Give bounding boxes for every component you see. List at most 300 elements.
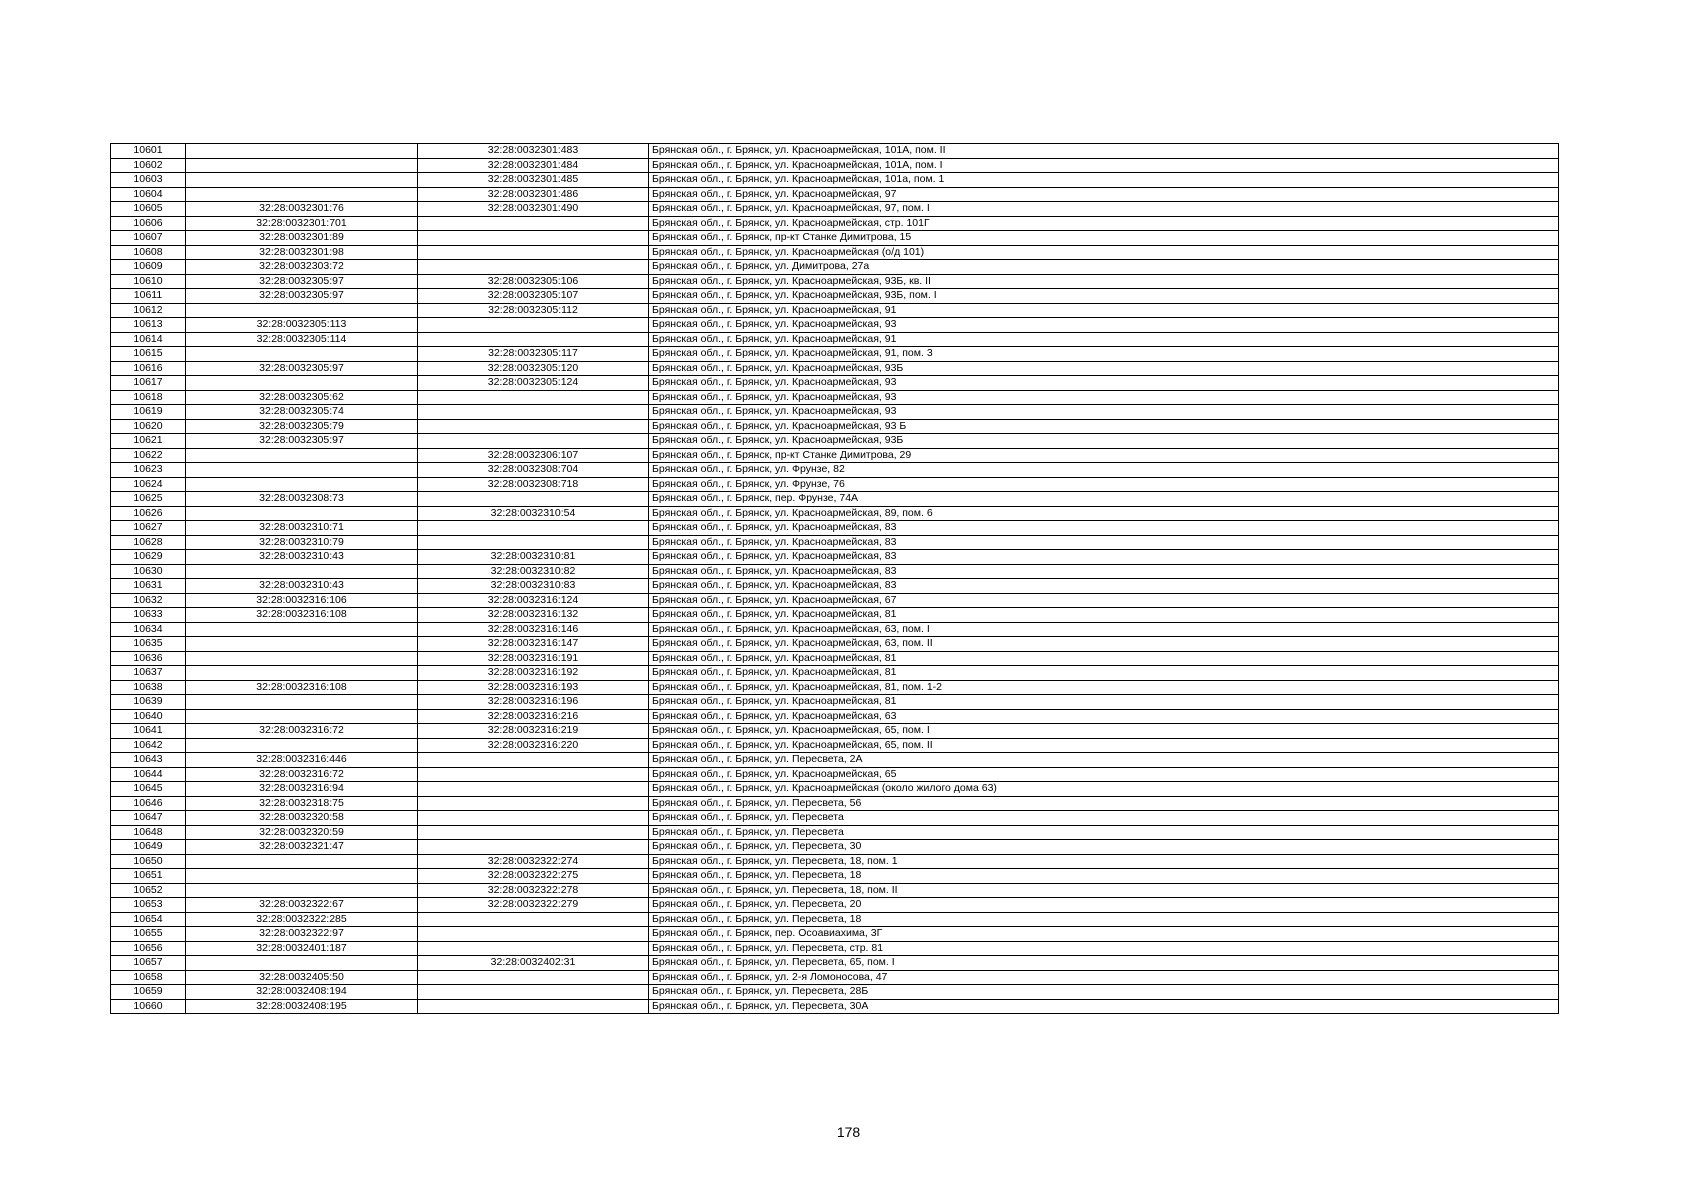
row-number-cell: 10655 bbox=[111, 927, 186, 942]
row-number-cell: 10619 bbox=[111, 405, 186, 420]
object-cadastral-number-cell: 32:28:0032310:54 bbox=[418, 506, 649, 521]
table-row bbox=[111, 477, 1559, 492]
address-cell: Брянская обл., г. Брянск, ул. Пересвета, 18, пом. 1 bbox=[649, 854, 1559, 869]
table-row bbox=[111, 347, 1559, 362]
table-row bbox=[111, 985, 1559, 1000]
address-cell: Брянская обл., г. Брянск, ул. Пересвета, 2А bbox=[649, 753, 1559, 768]
object-cadastral-number-cell: 32:28:0032301:484 bbox=[418, 158, 649, 173]
row-number-cell: 10643 bbox=[111, 753, 186, 768]
address-cell: Брянская обл., г. Брянск, ул. Пересвета bbox=[649, 811, 1559, 826]
address-cell: Брянская обл., г. Брянск, ул. Красноармейская, 81 bbox=[649, 651, 1559, 666]
table-row bbox=[111, 376, 1559, 391]
address-cell: Брянская обл., г. Брянск, ул. Красноармейская, 93Б, пом. I bbox=[649, 289, 1559, 304]
object-cadastral-number-cell: 32:28:0032301:490 bbox=[418, 202, 649, 217]
address-cell: Брянская обл., г. Брянск, ул. 2-я Ломоносова, 47 bbox=[649, 970, 1559, 985]
row-number-cell: 10642 bbox=[111, 738, 186, 753]
row-number-cell: 10601 bbox=[111, 144, 186, 159]
object-cadastral-number-cell bbox=[418, 912, 649, 927]
land-cadastral-number-cell bbox=[186, 463, 418, 478]
table-row bbox=[111, 898, 1559, 913]
row-number-cell: 10632 bbox=[111, 593, 186, 608]
land-cadastral-number-cell: 32:28:0032305:97 bbox=[186, 434, 418, 449]
row-number-cell: 10609 bbox=[111, 260, 186, 275]
table-row bbox=[111, 419, 1559, 434]
table-row bbox=[111, 405, 1559, 420]
object-cadastral-number-cell: 32:28:0032316:132 bbox=[418, 608, 649, 623]
row-number-cell: 10631 bbox=[111, 579, 186, 594]
address-cell: Брянская обл., г. Брянск, ул. Красноармейская, 91, пом. 3 bbox=[649, 347, 1559, 362]
address-cell: Брянская обл., г. Брянск, ул. Красноармейская (около жилого дома 63) bbox=[649, 782, 1559, 797]
land-cadastral-number-cell bbox=[186, 738, 418, 753]
table-row bbox=[111, 332, 1559, 347]
row-number-cell: 10624 bbox=[111, 477, 186, 492]
row-number-cell: 10604 bbox=[111, 187, 186, 202]
land-cadastral-number-cell: 32:28:0032405:50 bbox=[186, 970, 418, 985]
land-cadastral-number-cell: 32:28:0032310:79 bbox=[186, 535, 418, 550]
object-cadastral-number-cell bbox=[418, 999, 649, 1014]
address-cell: Брянская обл., г. Брянск, ул. Красноармейская, 83 bbox=[649, 550, 1559, 565]
object-cadastral-number-cell: 32:28:0032322:275 bbox=[418, 869, 649, 884]
table-row bbox=[111, 680, 1559, 695]
land-cadastral-number-cell bbox=[186, 173, 418, 188]
address-cell: Брянская обл., г. Брянск, ул. Красноармейская, 81, пом. 1-2 bbox=[649, 680, 1559, 695]
page-number: 178 bbox=[836, 1124, 861, 1140]
land-cadastral-number-cell: 32:28:0032316:108 bbox=[186, 680, 418, 695]
land-cadastral-number-cell bbox=[186, 376, 418, 391]
land-cadastral-number-cell: 32:28:0032305:97 bbox=[186, 274, 418, 289]
address-cell: Брянская обл., г. Брянск, ул. Красноармейская, 93 bbox=[649, 318, 1559, 333]
address-cell: Брянская обл., г. Брянск, ул. Пересвета, 18 bbox=[649, 912, 1559, 927]
object-cadastral-number-cell: 32:28:0032308:704 bbox=[418, 463, 649, 478]
table-row bbox=[111, 492, 1559, 507]
address-cell: Брянская обл., г. Брянск, ул. Пересвета, стр. 81 bbox=[649, 941, 1559, 956]
table-row bbox=[111, 869, 1559, 884]
table-row bbox=[111, 941, 1559, 956]
row-number-cell: 10617 bbox=[111, 376, 186, 391]
address-cell: Брянская обл., г. Брянск, ул. Пересвета, 30А bbox=[649, 999, 1559, 1014]
address-cell: Брянская обл., г. Брянск, ул. Пересвета bbox=[649, 825, 1559, 840]
row-number-cell: 10658 bbox=[111, 970, 186, 985]
table-row bbox=[111, 796, 1559, 811]
object-cadastral-number-cell: 32:28:0032301:483 bbox=[418, 144, 649, 159]
object-cadastral-number-cell: 32:28:0032322:274 bbox=[418, 854, 649, 869]
address-cell: Брянская обл., г. Брянск, ул. Красноармейская, 81 bbox=[649, 608, 1559, 623]
registry-table bbox=[110, 143, 1559, 1014]
land-cadastral-number-cell bbox=[186, 448, 418, 463]
row-number-cell: 10646 bbox=[111, 796, 186, 811]
row-number-cell: 10630 bbox=[111, 564, 186, 579]
land-cadastral-number-cell bbox=[186, 564, 418, 579]
table-row bbox=[111, 637, 1559, 652]
row-number-cell: 10620 bbox=[111, 419, 186, 434]
object-cadastral-number-cell bbox=[418, 782, 649, 797]
address-cell: Брянская обл., г. Брянск, ул. Красноармейская, 93 bbox=[649, 405, 1559, 420]
row-number-cell: 10622 bbox=[111, 448, 186, 463]
table-row bbox=[111, 434, 1559, 449]
object-cadastral-number-cell: 32:28:0032306:107 bbox=[418, 448, 649, 463]
row-number-cell: 10612 bbox=[111, 303, 186, 318]
table-row bbox=[111, 231, 1559, 246]
address-cell: Брянская обл., г. Брянск, ул. Красноармейская, 81 bbox=[649, 695, 1559, 710]
table-row bbox=[111, 550, 1559, 565]
table-row bbox=[111, 622, 1559, 637]
address-cell: Брянская обл., г. Брянск, ул. Красноармейская, 63 bbox=[649, 709, 1559, 724]
table-row bbox=[111, 158, 1559, 173]
object-cadastral-number-cell: 32:28:0032301:486 bbox=[418, 187, 649, 202]
address-cell: Брянская обл., г. Брянск, ул. Красноармейская, 83 bbox=[649, 564, 1559, 579]
address-cell: Брянская обл., г. Брянск, пр-кт Станке Димитрова, 15 bbox=[649, 231, 1559, 246]
address-cell: Брянская обл., г. Брянск, ул. Пересвета, 30 bbox=[649, 840, 1559, 855]
address-cell: Брянская обл., г. Брянск, ул. Красноармейская, стр. 101Г bbox=[649, 216, 1559, 231]
land-cadastral-number-cell bbox=[186, 506, 418, 521]
table-row bbox=[111, 811, 1559, 826]
table-row bbox=[111, 738, 1559, 753]
object-cadastral-number-cell: 32:28:0032305:120 bbox=[418, 361, 649, 376]
address-cell: Брянская обл., г. Брянск, ул. Красноармейская, 83 bbox=[649, 579, 1559, 594]
object-cadastral-number-cell: 32:28:0032402:31 bbox=[418, 956, 649, 971]
table-row bbox=[111, 840, 1559, 855]
row-number-cell: 10649 bbox=[111, 840, 186, 855]
land-cadastral-number-cell: 32:28:0032301:89 bbox=[186, 231, 418, 246]
table-row bbox=[111, 782, 1559, 797]
table-row bbox=[111, 999, 1559, 1014]
table-row bbox=[111, 187, 1559, 202]
object-cadastral-number-cell bbox=[418, 332, 649, 347]
land-cadastral-number-cell: 32:28:0032310:43 bbox=[186, 579, 418, 594]
table-row bbox=[111, 564, 1559, 579]
address-cell: Брянская обл., г. Брянск, ул. Пересвета, 56 bbox=[649, 796, 1559, 811]
row-number-cell: 10618 bbox=[111, 390, 186, 405]
land-cadastral-number-cell: 32:28:0032408:195 bbox=[186, 999, 418, 1014]
object-cadastral-number-cell: 32:28:0032322:278 bbox=[418, 883, 649, 898]
table-row bbox=[111, 463, 1559, 478]
object-cadastral-number-cell: 32:28:0032305:106 bbox=[418, 274, 649, 289]
land-cadastral-number-cell bbox=[186, 854, 418, 869]
land-cadastral-number-cell: 32:28:0032305:97 bbox=[186, 361, 418, 376]
row-number-cell: 10652 bbox=[111, 883, 186, 898]
table-row bbox=[111, 854, 1559, 869]
land-cadastral-number-cell: 32:28:0032305:97 bbox=[186, 289, 418, 304]
object-cadastral-number-cell: 32:28:0032308:718 bbox=[418, 477, 649, 492]
address-cell: Брянская обл., г. Брянск, пр-кт Станке Димитрова, 29 bbox=[649, 448, 1559, 463]
object-cadastral-number-cell: 32:28:0032316:124 bbox=[418, 593, 649, 608]
address-cell: Брянская обл., г. Брянск, ул. Красноармейская, 65 bbox=[649, 767, 1559, 782]
land-cadastral-number-cell: 32:28:0032321:47 bbox=[186, 840, 418, 855]
object-cadastral-number-cell bbox=[418, 811, 649, 826]
land-cadastral-number-cell bbox=[186, 651, 418, 666]
row-number-cell: 10602 bbox=[111, 158, 186, 173]
row-number-cell: 10627 bbox=[111, 521, 186, 536]
address-cell: Брянская обл., г. Брянск, ул. Пересвета, 65, пом. I bbox=[649, 956, 1559, 971]
row-number-cell: 10625 bbox=[111, 492, 186, 507]
object-cadastral-number-cell: 32:28:0032310:83 bbox=[418, 579, 649, 594]
address-cell: Брянская обл., г. Брянск, ул. Красноармейская, 91 bbox=[649, 303, 1559, 318]
table-row bbox=[111, 144, 1559, 159]
land-cadastral-number-cell: 32:28:0032305:114 bbox=[186, 332, 418, 347]
land-cadastral-number-cell bbox=[186, 883, 418, 898]
land-cadastral-number-cell bbox=[186, 187, 418, 202]
object-cadastral-number-cell: 32:28:0032301:485 bbox=[418, 173, 649, 188]
row-number-cell: 10616 bbox=[111, 361, 186, 376]
row-number-cell: 10637 bbox=[111, 666, 186, 681]
object-cadastral-number-cell bbox=[418, 970, 649, 985]
address-cell: Брянская обл., г. Брянск, пер. Осоавиахима, 3Г bbox=[649, 927, 1559, 942]
table-row bbox=[111, 245, 1559, 260]
object-cadastral-number-cell bbox=[418, 796, 649, 811]
land-cadastral-number-cell: 32:28:0032305:62 bbox=[186, 390, 418, 405]
row-number-cell: 10650 bbox=[111, 854, 186, 869]
land-cadastral-number-cell: 32:28:0032310:71 bbox=[186, 521, 418, 536]
address-cell: Брянская обл., г. Брянск, ул. Пересвета, 28Б bbox=[649, 985, 1559, 1000]
address-cell: Брянская обл., г. Брянск, ул. Красноармейская, 93Б bbox=[649, 361, 1559, 376]
table-row bbox=[111, 767, 1559, 782]
land-cadastral-number-cell: 32:28:0032305:74 bbox=[186, 405, 418, 420]
address-cell: Брянская обл., г. Брянск, ул. Красноармейская, 101а, пом. 1 bbox=[649, 173, 1559, 188]
object-cadastral-number-cell bbox=[418, 927, 649, 942]
table-row bbox=[111, 260, 1559, 275]
table-row bbox=[111, 970, 1559, 985]
table-row bbox=[111, 724, 1559, 739]
land-cadastral-number-cell: 32:28:0032301:98 bbox=[186, 245, 418, 260]
address-cell: Брянская обл., г. Брянск, ул. Красноармейская, 89, пом. 6 bbox=[649, 506, 1559, 521]
object-cadastral-number-cell bbox=[418, 985, 649, 1000]
row-number-cell: 10607 bbox=[111, 231, 186, 246]
object-cadastral-number-cell: 32:28:0032305:124 bbox=[418, 376, 649, 391]
object-cadastral-number-cell: 32:28:0032316:192 bbox=[418, 666, 649, 681]
row-number-cell: 10626 bbox=[111, 506, 186, 521]
object-cadastral-number-cell bbox=[418, 216, 649, 231]
land-cadastral-number-cell: 32:28:0032316:106 bbox=[186, 593, 418, 608]
row-number-cell: 10615 bbox=[111, 347, 186, 362]
address-cell: Брянская обл., г. Брянск, ул. Красноармейская, 101А, пом. II bbox=[649, 144, 1559, 159]
row-number-cell: 10641 bbox=[111, 724, 186, 739]
object-cadastral-number-cell: 32:28:0032305:112 bbox=[418, 303, 649, 318]
land-cadastral-number-cell bbox=[186, 622, 418, 637]
object-cadastral-number-cell bbox=[418, 535, 649, 550]
object-cadastral-number-cell bbox=[418, 434, 649, 449]
table-row bbox=[111, 912, 1559, 927]
land-cadastral-number-cell: 32:28:0032322:285 bbox=[186, 912, 418, 927]
row-number-cell: 10614 bbox=[111, 332, 186, 347]
row-number-cell: 10645 bbox=[111, 782, 186, 797]
land-cadastral-number-cell: 32:28:0032308:73 bbox=[186, 492, 418, 507]
row-number-cell: 10623 bbox=[111, 463, 186, 478]
object-cadastral-number-cell bbox=[418, 753, 649, 768]
address-cell: Брянская обл., г. Брянск, ул. Красноармейская, 65, пом. I bbox=[649, 724, 1559, 739]
table-row bbox=[111, 883, 1559, 898]
row-number-cell: 10644 bbox=[111, 767, 186, 782]
table-row bbox=[111, 390, 1559, 405]
object-cadastral-number-cell bbox=[418, 767, 649, 782]
table-row bbox=[111, 666, 1559, 681]
address-cell: Брянская обл., г. Брянск, ул. Красноармейская, 83 bbox=[649, 535, 1559, 550]
address-cell: Брянская обл., г. Брянск, ул. Красноармейская, 93 Б bbox=[649, 419, 1559, 434]
address-cell: Брянская обл., г. Брянск, ул. Красноармейская, 91 bbox=[649, 332, 1559, 347]
row-number-cell: 10639 bbox=[111, 695, 186, 710]
row-number-cell: 10654 bbox=[111, 912, 186, 927]
row-number-cell: 10613 bbox=[111, 318, 186, 333]
table-row bbox=[111, 956, 1559, 971]
table-row bbox=[111, 521, 1559, 536]
row-number-cell: 10657 bbox=[111, 956, 186, 971]
land-cadastral-number-cell bbox=[186, 477, 418, 492]
address-cell: Брянская обл., г. Брянск, ул. Красноармейская (о/д 101) bbox=[649, 245, 1559, 260]
land-cadastral-number-cell bbox=[186, 695, 418, 710]
address-cell: Брянская обл., г. Брянск, ул. Красноармейская, 101А, пом. I bbox=[649, 158, 1559, 173]
table-row bbox=[111, 506, 1559, 521]
row-number-cell: 10647 bbox=[111, 811, 186, 826]
row-number-cell: 10611 bbox=[111, 289, 186, 304]
address-cell: Брянская обл., г. Брянск, ул. Красноармейская, 93Б bbox=[649, 434, 1559, 449]
land-cadastral-number-cell: 32:28:0032320:59 bbox=[186, 825, 418, 840]
object-cadastral-number-cell bbox=[418, 245, 649, 260]
land-cadastral-number-cell: 32:28:0032316:72 bbox=[186, 724, 418, 739]
land-cadastral-number-cell: 32:28:0032316:72 bbox=[186, 767, 418, 782]
land-cadastral-number-cell: 32:28:0032320:58 bbox=[186, 811, 418, 826]
row-number-cell: 10633 bbox=[111, 608, 186, 623]
address-cell: Брянская обл., г. Брянск, ул. Красноармейская, 93 bbox=[649, 376, 1559, 391]
table-row bbox=[111, 303, 1559, 318]
address-cell: Брянская обл., г. Брянск, ул. Красноармейская, 83 bbox=[649, 521, 1559, 536]
object-cadastral-number-cell bbox=[418, 390, 649, 405]
row-number-cell: 10653 bbox=[111, 898, 186, 913]
land-cadastral-number-cell: 32:28:0032316:94 bbox=[186, 782, 418, 797]
address-cell: Брянская обл., г. Брянск, ул. Димитрова, 27а bbox=[649, 260, 1559, 275]
land-cadastral-number-cell bbox=[186, 666, 418, 681]
object-cadastral-number-cell: 32:28:0032316:216 bbox=[418, 709, 649, 724]
row-number-cell: 10621 bbox=[111, 434, 186, 449]
address-cell: Брянская обл., г. Брянск, ул. Красноармейская, 81 bbox=[649, 666, 1559, 681]
row-number-cell: 10606 bbox=[111, 216, 186, 231]
row-number-cell: 10605 bbox=[111, 202, 186, 217]
row-number-cell: 10603 bbox=[111, 173, 186, 188]
row-number-cell: 10660 bbox=[111, 999, 186, 1014]
land-cadastral-number-cell: 32:28:0032322:97 bbox=[186, 927, 418, 942]
object-cadastral-number-cell bbox=[418, 405, 649, 420]
address-cell: Брянская обл., г. Брянск, ул. Красноармейская, 63, пом. I bbox=[649, 622, 1559, 637]
address-cell: Брянская обл., г. Брянск, ул. Красноармейская, 97 bbox=[649, 187, 1559, 202]
land-cadastral-number-cell: 32:28:0032401:187 bbox=[186, 941, 418, 956]
table-row bbox=[111, 202, 1559, 217]
table-row bbox=[111, 608, 1559, 623]
row-number-cell: 10656 bbox=[111, 941, 186, 956]
row-number-cell: 10634 bbox=[111, 622, 186, 637]
land-cadastral-number-cell bbox=[186, 303, 418, 318]
object-cadastral-number-cell: 32:28:0032316:193 bbox=[418, 680, 649, 695]
land-cadastral-number-cell bbox=[186, 158, 418, 173]
row-number-cell: 10608 bbox=[111, 245, 186, 260]
table-row bbox=[111, 579, 1559, 594]
table-row bbox=[111, 535, 1559, 550]
land-cadastral-number-cell: 32:28:0032318:75 bbox=[186, 796, 418, 811]
row-number-cell: 10648 bbox=[111, 825, 186, 840]
registry-table-body bbox=[111, 144, 1559, 1014]
row-number-cell: 10640 bbox=[111, 709, 186, 724]
row-number-cell: 10651 bbox=[111, 869, 186, 884]
object-cadastral-number-cell: 32:28:0032316:219 bbox=[418, 724, 649, 739]
table-row bbox=[111, 216, 1559, 231]
table-row bbox=[111, 927, 1559, 942]
object-cadastral-number-cell: 32:28:0032310:82 bbox=[418, 564, 649, 579]
land-cadastral-number-cell: 32:28:0032316:446 bbox=[186, 753, 418, 768]
land-cadastral-number-cell: 32:28:0032310:43 bbox=[186, 550, 418, 565]
object-cadastral-number-cell bbox=[418, 840, 649, 855]
row-number-cell: 10628 bbox=[111, 535, 186, 550]
object-cadastral-number-cell: 32:28:0032305:107 bbox=[418, 289, 649, 304]
object-cadastral-number-cell: 32:28:0032322:279 bbox=[418, 898, 649, 913]
row-number-cell: 10659 bbox=[111, 985, 186, 1000]
object-cadastral-number-cell bbox=[418, 521, 649, 536]
address-cell: Брянская обл., г. Брянск, ул. Красноармейская, 93Б, кв. II bbox=[649, 274, 1559, 289]
object-cadastral-number-cell bbox=[418, 492, 649, 507]
table-row bbox=[111, 289, 1559, 304]
table-row bbox=[111, 651, 1559, 666]
object-cadastral-number-cell bbox=[418, 318, 649, 333]
address-cell: Брянская обл., г. Брянск, ул. Пересвета, 18 bbox=[649, 869, 1559, 884]
land-cadastral-number-cell: 32:28:0032408:194 bbox=[186, 985, 418, 1000]
object-cadastral-number-cell bbox=[418, 231, 649, 246]
land-cadastral-number-cell: 32:28:0032322:67 bbox=[186, 898, 418, 913]
address-cell: Брянская обл., г. Брянск, ул. Красноармейская, 67 bbox=[649, 593, 1559, 608]
table-row bbox=[111, 361, 1559, 376]
land-cadastral-number-cell: 32:28:0032301:701 bbox=[186, 216, 418, 231]
address-cell: Брянская обл., г. Брянск, ул. Красноармейская, 93 bbox=[649, 390, 1559, 405]
table-row bbox=[111, 695, 1559, 710]
address-cell: Брянская обл., г. Брянск, ул. Фрунзе, 76 bbox=[649, 477, 1559, 492]
address-cell: Брянская обл., г. Брянск, пер. Фрунзе, 74А bbox=[649, 492, 1559, 507]
object-cadastral-number-cell: 32:28:0032305:117 bbox=[418, 347, 649, 362]
land-cadastral-number-cell: 32:28:0032305:79 bbox=[186, 419, 418, 434]
object-cadastral-number-cell bbox=[418, 825, 649, 840]
object-cadastral-number-cell: 32:28:0032316:146 bbox=[418, 622, 649, 637]
land-cadastral-number-cell bbox=[186, 869, 418, 884]
land-cadastral-number-cell bbox=[186, 144, 418, 159]
row-number-cell: 10638 bbox=[111, 680, 186, 695]
table-row bbox=[111, 173, 1559, 188]
land-cadastral-number-cell: 32:28:0032301:76 bbox=[186, 202, 418, 217]
object-cadastral-number-cell bbox=[418, 941, 649, 956]
address-cell: Брянская обл., г. Брянск, ул. Красноармейская, 65, пом. II bbox=[649, 738, 1559, 753]
object-cadastral-number-cell bbox=[418, 419, 649, 434]
table-row bbox=[111, 448, 1559, 463]
table-row bbox=[111, 593, 1559, 608]
land-cadastral-number-cell bbox=[186, 347, 418, 362]
object-cadastral-number-cell: 32:28:0032316:191 bbox=[418, 651, 649, 666]
land-cadastral-number-cell bbox=[186, 709, 418, 724]
object-cadastral-number-cell: 32:28:0032316:147 bbox=[418, 637, 649, 652]
land-cadastral-number-cell bbox=[186, 637, 418, 652]
row-number-cell: 10629 bbox=[111, 550, 186, 565]
row-number-cell: 10610 bbox=[111, 274, 186, 289]
row-number-cell: 10635 bbox=[111, 637, 186, 652]
table-row bbox=[111, 274, 1559, 289]
address-cell: Брянская обл., г. Брянск, ул. Пересвета, 18, пом. II bbox=[649, 883, 1559, 898]
address-cell: Брянская обл., г. Брянск, ул. Пересвета, 20 bbox=[649, 898, 1559, 913]
table-row bbox=[111, 709, 1559, 724]
land-cadastral-number-cell bbox=[186, 956, 418, 971]
land-cadastral-number-cell: 32:28:0032316:108 bbox=[186, 608, 418, 623]
object-cadastral-number-cell: 32:28:0032310:81 bbox=[418, 550, 649, 565]
table-row bbox=[111, 753, 1559, 768]
land-cadastral-number-cell: 32:28:0032303:72 bbox=[186, 260, 418, 275]
table-row bbox=[111, 825, 1559, 840]
table-row bbox=[111, 318, 1559, 333]
land-cadastral-number-cell: 32:28:0032305:113 bbox=[186, 318, 418, 333]
address-cell: Брянская обл., г. Брянск, ул. Красноармейская, 63, пом. II bbox=[649, 637, 1559, 652]
row-number-cell: 10636 bbox=[111, 651, 186, 666]
object-cadastral-number-cell: 32:28:0032316:220 bbox=[418, 738, 649, 753]
object-cadastral-number-cell: 32:28:0032316:196 bbox=[418, 695, 649, 710]
